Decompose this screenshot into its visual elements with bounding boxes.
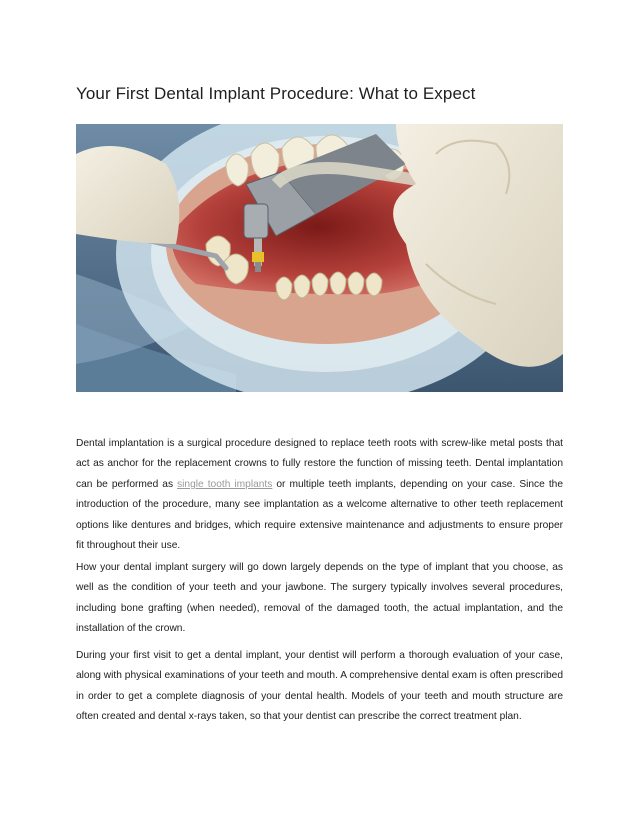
paragraph-first-visit: During your first visit to get a dental implant, your dentist will perform a thorough evaluation of your case, along with physical examinations of your teeth and mouth. A comprehensive dental exam is often prescribed in order to get a complete diagnosis of your dental health. Models of your teeth and mouth structure are often created and dental x-rays taken, so that your dentist can prescribe the correct treatment plan. [76, 650, 563, 723]
article-title: Your First Dental Implant Procedure: What to Expect [76, 84, 476, 103]
paragraph-intro-text-start: Dental implantation is a surgical procedure designed to replace teeth roots with screw-like metal posts that act as anchor for the replacement crowns to fully restore the function of missing teeth. Dental implantation can be performed as [76, 438, 563, 490]
single-tooth-implants-link[interactable]: single tooth implants [177, 478, 273, 490]
paragraph-surgery: How your dental implant surgery will go down largely depends on the type of implant that you choose, as well as the condition of your teeth and your jawbone. The surgery typically involves several procedures, including bone grafting (when needed), removal of the damaged tooth, the actual implantation, and the installation of the crown. [76, 562, 563, 635]
paragraph-intro [76, 434, 563, 556]
dental-implant-photo [76, 124, 563, 392]
paragraph-intro-text-end: or multiple teeth implants, depending on your case. Since the introduction of the procedure, many see implantation as a welcome alternative to other teeth replacement options like dentures and bridges, which require extensive maintenance and adjustments to ensure proper fit throughout their use. [76, 478, 563, 552]
